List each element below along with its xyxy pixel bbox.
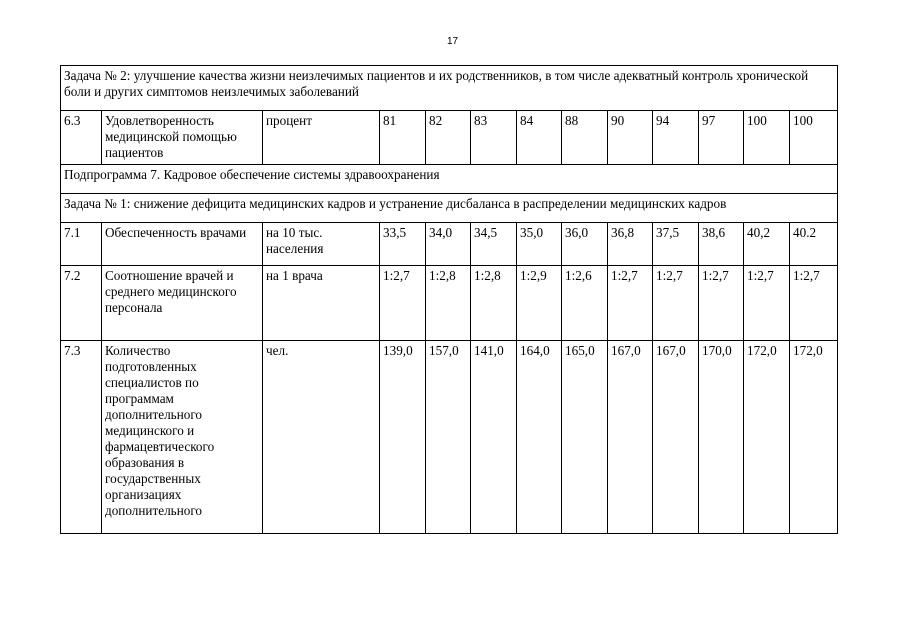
value-cell: 1:2,7 [608,266,653,341]
table-row [61,66,838,111]
value-cell: 165,0 [562,341,608,534]
value-cell: 100 [790,111,838,165]
value-cell: 82 [426,111,471,165]
value-cell: 172,0 [744,341,790,534]
unit-cell: чел. [263,341,380,534]
value-cell: 37,5 [653,223,699,266]
value-cell: 164,0 [517,341,562,534]
value-cell: 1:2,9 [517,266,562,341]
table-row [61,111,838,165]
value-cell: 139,0 [380,341,426,534]
task2-header: Задача № 2: улучшение качества жизни неизлечимых пациентов и их родственников, в том числе адекватный контроль хронической боли и других симптомов неизлечимых заболеваний [61,66,838,111]
value-cell: 36,8 [608,223,653,266]
indicator-name: Количество подготовленных специалистов по программам дополнительного медицинского и фармацевтического образования в государственных организациях дополнительного [102,341,263,534]
value-cell: 100 [744,111,790,165]
table-row [61,194,838,223]
value-cell: 1:2,8 [426,266,471,341]
value-cell: 157,0 [426,341,471,534]
value-cell: 88 [562,111,608,165]
value-cell: 81 [380,111,426,165]
value-cell: 1:2,8 [471,266,517,341]
indicator-name: Удовлетворенность медицинской помощью пациентов [102,111,263,165]
table-row [61,266,838,341]
value-cell: 167,0 [608,341,653,534]
page-number: 17 [446,36,459,47]
value-cell: 170,0 [699,341,744,534]
table-row [61,165,838,194]
value-cell: 40,2 [744,223,790,266]
value-cell: 33,5 [380,223,426,266]
value-cell: 97 [699,111,744,165]
value-cell: 90 [608,111,653,165]
value-cell: 167,0 [653,341,699,534]
value-cell: 35,0 [517,223,562,266]
value-cell: 34,0 [426,223,471,266]
unit-cell: на 10 тыс. населения [263,223,380,266]
table-row [61,223,838,266]
value-cell: 34,5 [471,223,517,266]
value-cell: 141,0 [471,341,517,534]
value-cell: 40.2 [790,223,838,266]
value-cell: 83 [471,111,517,165]
unit-cell: на 1 врача [263,266,380,341]
row-code: 6.3 [61,111,102,165]
value-cell: 1:2,7 [653,266,699,341]
value-cell: 1:2,7 [790,266,838,341]
subprogram7-header: Подпрограмма 7. Кадровое обеспечение системы здравоохранения [61,165,838,194]
indicator-name: Соотношение врачей и среднего медицинского персонала [102,266,263,341]
task1-header: Задача № 1: снижение дефицита медицинских кадров и устранение дисбаланса в распределении медицинских кадров [61,194,838,223]
row-code: 7.2 [61,266,102,341]
table-row [61,341,838,534]
value-cell: 38,6 [699,223,744,266]
value-cell: 1:2,6 [562,266,608,341]
value-cell: 36,0 [562,223,608,266]
value-cell: 1:2,7 [380,266,426,341]
value-cell: 172,0 [790,341,838,534]
row-code: 7.1 [61,223,102,266]
indicators-table [60,65,838,534]
row-code: 7.3 [61,341,102,534]
value-cell: 1:2,7 [699,266,744,341]
value-cell: 94 [653,111,699,165]
indicator-name: Обеспеченность врачами [102,223,263,266]
value-cell: 84 [517,111,562,165]
value-cell: 1:2,7 [744,266,790,341]
unit-cell: процент [263,111,380,165]
